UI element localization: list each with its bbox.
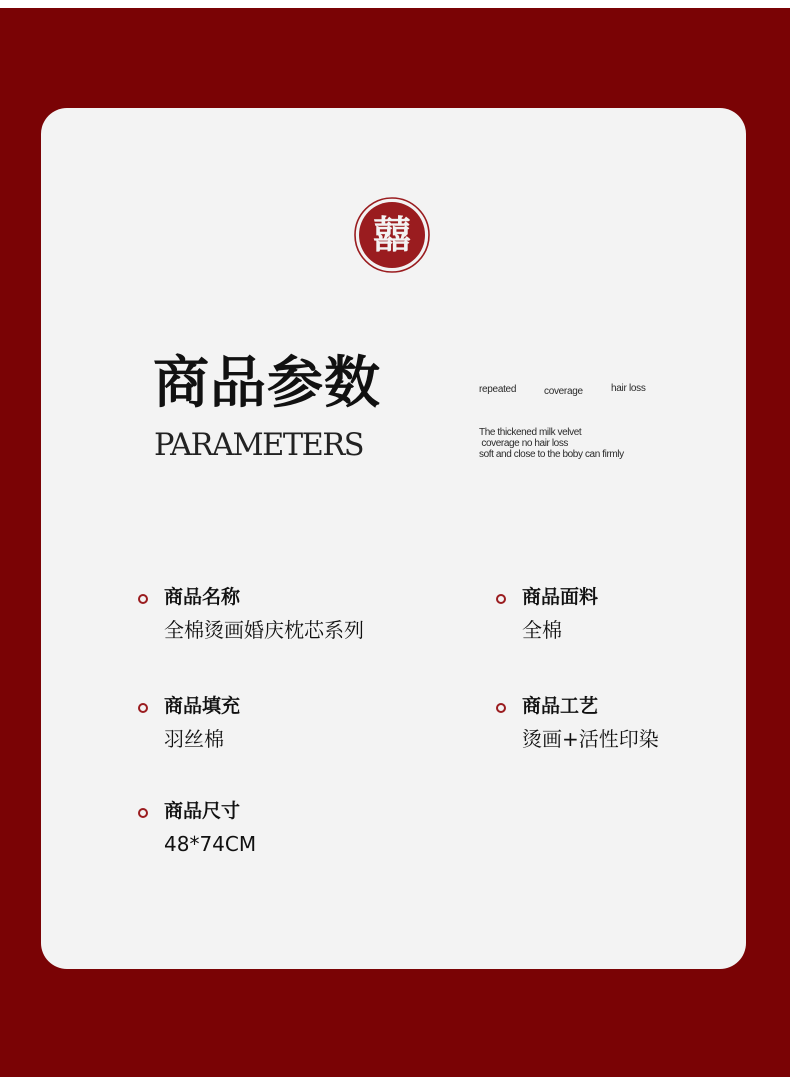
param-value: 48*74CM [164, 832, 257, 856]
page-background [0, 8, 790, 1077]
bullet-icon [138, 594, 148, 604]
seal-glyph: 囍 [372, 213, 412, 257]
param-value: 全棉烫画婚庆枕芯系列 [164, 618, 364, 642]
param-label: 商品名称 [164, 586, 241, 608]
bullet-icon [138, 808, 148, 818]
bullet-icon [496, 594, 506, 604]
double-happiness-seal-icon [353, 196, 431, 274]
bullet-icon [138, 703, 148, 713]
description-line: soft and close to the boby can firmly [479, 449, 624, 460]
param-label: 商品工艺 [522, 695, 599, 717]
param-value: 全棉 [522, 618, 562, 642]
description-line: coverage no hair loss [479, 438, 569, 449]
param-value: 烫画+活性印染 [522, 727, 659, 751]
tag-hair-loss: hair loss [611, 383, 646, 394]
page-title: 商品参数 [153, 351, 381, 416]
param-label: 商品面料 [522, 586, 599, 608]
page-subtitle: PARAMETERS [154, 427, 364, 463]
parameters-card [41, 108, 746, 969]
tag-repeated: repeated [479, 384, 517, 395]
bullet-icon [496, 703, 506, 713]
param-label: 商品尺寸 [164, 800, 241, 822]
description-block [479, 427, 624, 460]
param-label: 商品填充 [164, 695, 241, 717]
tag-coverage: coverage [544, 386, 583, 397]
description-line: The thickened milk velvet [479, 427, 582, 438]
param-value: 羽丝棉 [164, 727, 224, 751]
